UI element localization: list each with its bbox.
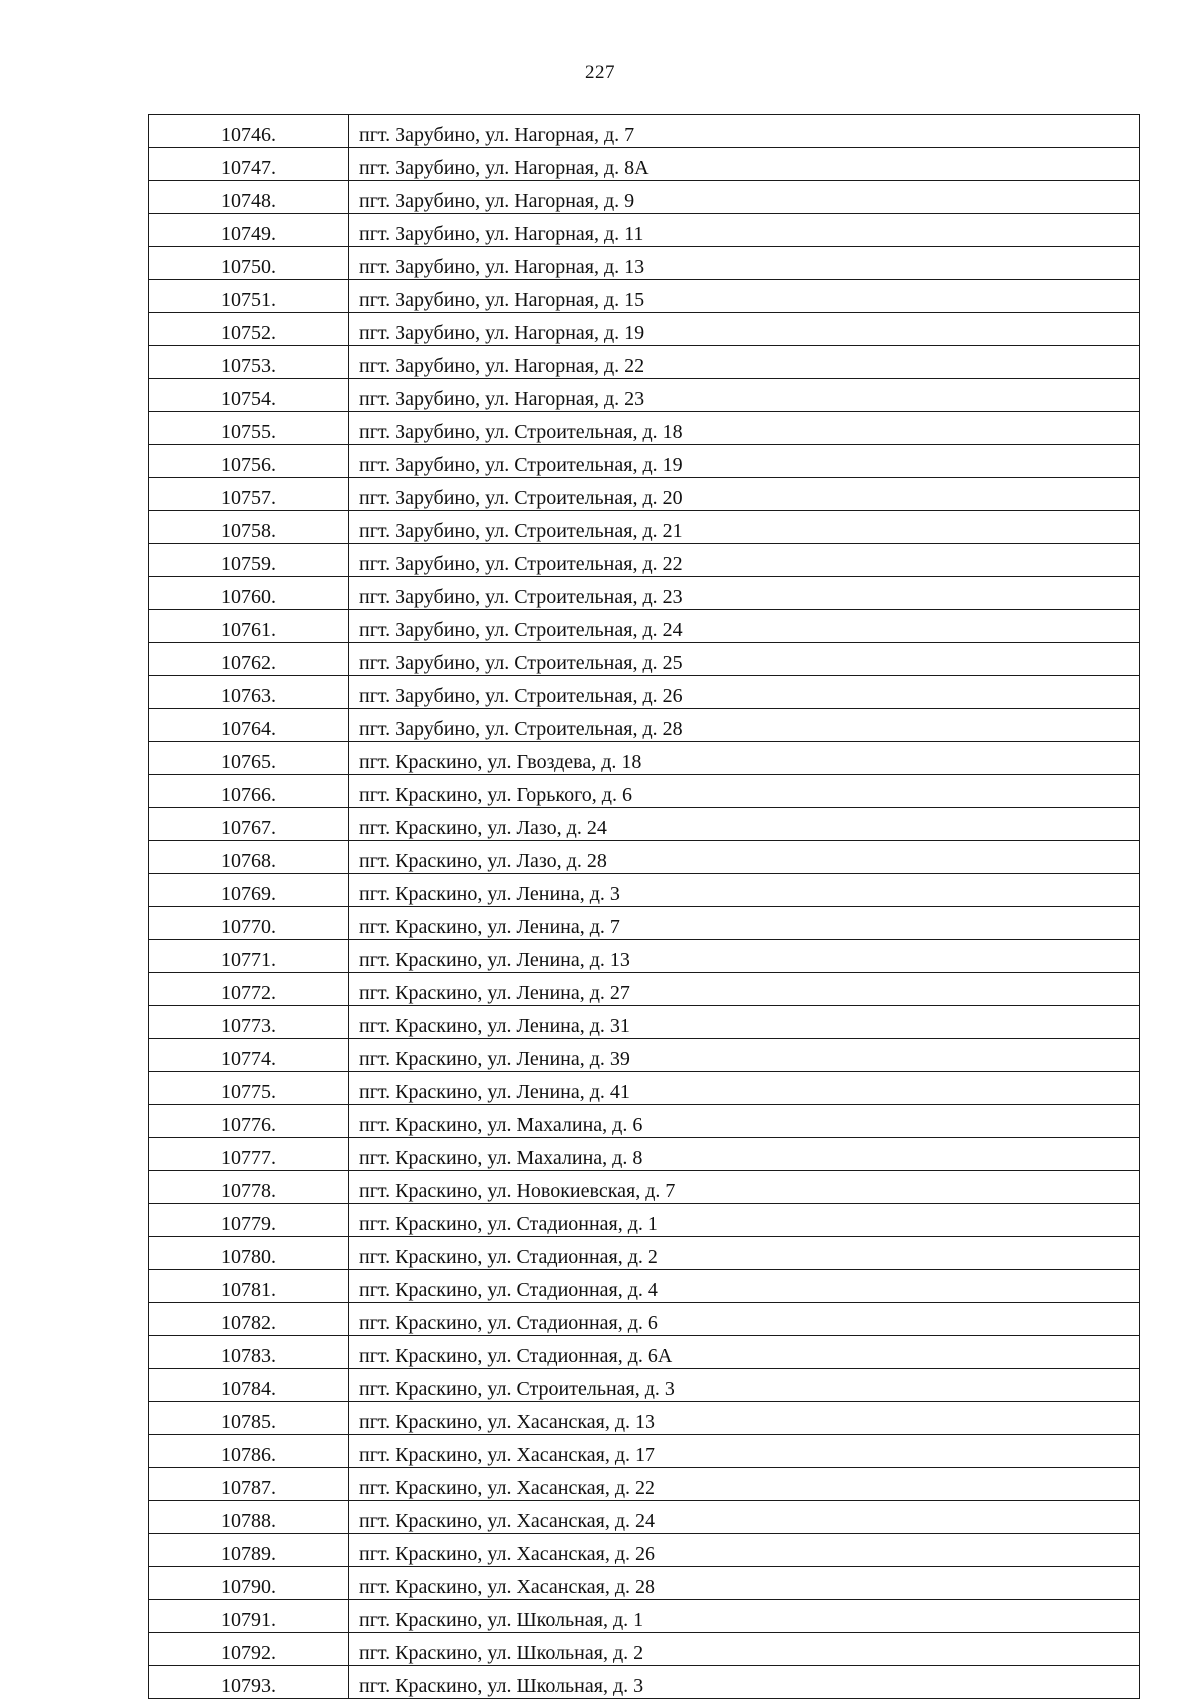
address-cell: пгт. Краскино, ул. Школьная, д. 3 xyxy=(349,1666,1140,1699)
row-number-cell: 10782. xyxy=(149,1303,349,1336)
table-row xyxy=(149,280,1140,313)
row-number-cell: 10792. xyxy=(149,1633,349,1666)
row-number-cell: 10762. xyxy=(149,643,349,676)
address-cell: пгт. Краскино, ул. Махалина, д. 8 xyxy=(349,1138,1140,1171)
row-number-cell: 10781. xyxy=(149,1270,349,1303)
row-number-cell: 10791. xyxy=(149,1600,349,1633)
row-number-cell: 10753. xyxy=(149,346,349,379)
table-row xyxy=(149,577,1140,610)
row-number-cell: 10778. xyxy=(149,1171,349,1204)
row-number-cell: 10761. xyxy=(149,610,349,643)
address-cell: пгт. Краскино, ул. Ленина, д. 39 xyxy=(349,1039,1140,1072)
address-cell: пгт. Зарубино, ул. Нагорная, д. 11 xyxy=(349,214,1140,247)
table-row xyxy=(149,1336,1140,1369)
address-cell: пгт. Краскино, ул. Ленина, д. 7 xyxy=(349,907,1140,940)
row-number-cell: 10771. xyxy=(149,940,349,973)
row-number-cell: 10786. xyxy=(149,1435,349,1468)
address-cell: пгт. Краскино, ул. Школьная, д. 1 xyxy=(349,1600,1140,1633)
address-cell: пгт. Краскино, ул. Новокиевская, д. 7 xyxy=(349,1171,1140,1204)
row-number-cell: 10746. xyxy=(149,115,349,148)
address-cell: пгт. Зарубино, ул. Нагорная, д. 22 xyxy=(349,346,1140,379)
address-cell: пгт. Зарубино, ул. Нагорная, д. 15 xyxy=(349,280,1140,313)
row-number-cell: 10793. xyxy=(149,1666,349,1699)
table-row xyxy=(149,1006,1140,1039)
table-row xyxy=(149,1435,1140,1468)
table-row xyxy=(149,643,1140,676)
row-number-cell: 10770. xyxy=(149,907,349,940)
table-row xyxy=(149,1171,1140,1204)
table-row xyxy=(149,1105,1140,1138)
address-cell: пгт. Краскино, ул. Стадионная, д. 1 xyxy=(349,1204,1140,1237)
table-row xyxy=(149,412,1140,445)
table-row xyxy=(149,544,1140,577)
table-row xyxy=(149,1666,1140,1699)
row-number-cell: 10772. xyxy=(149,973,349,1006)
table-row xyxy=(149,841,1140,874)
address-cell: пгт. Краскино, ул. Строительная, д. 3 xyxy=(349,1369,1140,1402)
address-table xyxy=(148,114,1140,1699)
table-row xyxy=(149,709,1140,742)
row-number-cell: 10757. xyxy=(149,478,349,511)
address-cell: пгт. Краскино, ул. Хасанская, д. 28 xyxy=(349,1567,1140,1600)
row-number-cell: 10764. xyxy=(149,709,349,742)
row-number-cell: 10789. xyxy=(149,1534,349,1567)
row-number-cell: 10790. xyxy=(149,1567,349,1600)
address-cell: пгт. Зарубино, ул. Строительная, д. 26 xyxy=(349,676,1140,709)
row-number-cell: 10777. xyxy=(149,1138,349,1171)
address-cell: пгт. Зарубино, ул. Строительная, д. 20 xyxy=(349,478,1140,511)
address-cell: пгт. Краскино, ул. Горького, д. 6 xyxy=(349,775,1140,808)
address-cell: пгт. Краскино, ул. Хасанская, д. 26 xyxy=(349,1534,1140,1567)
address-table-container xyxy=(148,114,1139,1699)
row-number-cell: 10756. xyxy=(149,445,349,478)
table-row xyxy=(149,1501,1140,1534)
table-row xyxy=(149,742,1140,775)
address-cell: пгт. Зарубино, ул. Строительная, д. 19 xyxy=(349,445,1140,478)
address-cell: пгт. Зарубино, ул. Нагорная, д. 13 xyxy=(349,247,1140,280)
row-number-cell: 10766. xyxy=(149,775,349,808)
row-number-cell: 10767. xyxy=(149,808,349,841)
address-cell: пгт. Зарубино, ул. Строительная, д. 28 xyxy=(349,709,1140,742)
address-table-body xyxy=(149,115,1140,1699)
address-cell: пгт. Краскино, ул. Ленина, д. 13 xyxy=(349,940,1140,973)
address-cell: пгт. Краскино, ул. Стадионная, д. 6А xyxy=(349,1336,1140,1369)
address-cell: пгт. Краскино, ул. Ленина, д. 41 xyxy=(349,1072,1140,1105)
row-number-cell: 10783. xyxy=(149,1336,349,1369)
address-cell: пгт. Краскино, ул. Хасанская, д. 13 xyxy=(349,1402,1140,1435)
table-row xyxy=(149,808,1140,841)
row-number-cell: 10760. xyxy=(149,577,349,610)
table-row xyxy=(149,214,1140,247)
table-row xyxy=(149,115,1140,148)
address-cell: пгт. Краскино, ул. Стадионная, д. 4 xyxy=(349,1270,1140,1303)
row-number-cell: 10780. xyxy=(149,1237,349,1270)
row-number-cell: 10769. xyxy=(149,874,349,907)
table-row xyxy=(149,1072,1140,1105)
row-number-cell: 10754. xyxy=(149,379,349,412)
address-cell: пгт. Зарубино, ул. Нагорная, д. 7 xyxy=(349,115,1140,148)
page-number: 227 xyxy=(585,62,615,83)
address-cell: пгт. Зарубино, ул. Строительная, д. 25 xyxy=(349,643,1140,676)
table-row xyxy=(149,247,1140,280)
address-cell: пгт. Зарубино, ул. Нагорная, д. 8А xyxy=(349,148,1140,181)
table-row xyxy=(149,775,1140,808)
row-number-cell: 10788. xyxy=(149,1501,349,1534)
table-row xyxy=(149,610,1140,643)
table-row xyxy=(149,1303,1140,1336)
table-row xyxy=(149,1270,1140,1303)
row-number-cell: 10748. xyxy=(149,181,349,214)
row-number-cell: 10774. xyxy=(149,1039,349,1072)
address-cell: пгт. Зарубино, ул. Строительная, д. 23 xyxy=(349,577,1140,610)
table-row xyxy=(149,1204,1140,1237)
table-row xyxy=(149,313,1140,346)
address-cell: пгт. Зарубино, ул. Нагорная, д. 9 xyxy=(349,181,1140,214)
row-number-cell: 10759. xyxy=(149,544,349,577)
address-cell: пгт. Краскино, ул. Стадионная, д. 2 xyxy=(349,1237,1140,1270)
row-number-cell: 10779. xyxy=(149,1204,349,1237)
table-row xyxy=(149,1039,1140,1072)
table-row xyxy=(149,940,1140,973)
row-number-cell: 10784. xyxy=(149,1369,349,1402)
row-number-cell: 10747. xyxy=(149,148,349,181)
address-cell: пгт. Краскино, ул. Ленина, д. 27 xyxy=(349,973,1140,1006)
table-row xyxy=(149,1468,1140,1501)
table-row xyxy=(149,478,1140,511)
address-cell: пгт. Зарубино, ул. Строительная, д. 18 xyxy=(349,412,1140,445)
row-number-cell: 10749. xyxy=(149,214,349,247)
address-cell: пгт. Краскино, ул. Лазо, д. 28 xyxy=(349,841,1140,874)
row-number-cell: 10785. xyxy=(149,1402,349,1435)
address-cell: пгт. Зарубино, ул. Строительная, д. 21 xyxy=(349,511,1140,544)
row-number-cell: 10787. xyxy=(149,1468,349,1501)
table-row xyxy=(149,1369,1140,1402)
row-number-cell: 10758. xyxy=(149,511,349,544)
address-cell: пгт. Краскино, ул. Ленина, д. 31 xyxy=(349,1006,1140,1039)
table-row xyxy=(149,379,1140,412)
row-number-cell: 10755. xyxy=(149,412,349,445)
address-cell: пгт. Краскино, ул. Хасанская, д. 22 xyxy=(349,1468,1140,1501)
row-number-cell: 10752. xyxy=(149,313,349,346)
table-row xyxy=(149,907,1140,940)
row-number-cell: 10765. xyxy=(149,742,349,775)
address-cell: пгт. Краскино, ул. Хасанская, д. 24 xyxy=(349,1501,1140,1534)
row-number-cell: 10768. xyxy=(149,841,349,874)
address-cell: пгт. Краскино, ул. Лазо, д. 24 xyxy=(349,808,1140,841)
table-row xyxy=(149,874,1140,907)
table-row xyxy=(149,1567,1140,1600)
table-row xyxy=(149,346,1140,379)
address-cell: пгт. Зарубино, ул. Нагорная, д. 19 xyxy=(349,313,1140,346)
table-row xyxy=(149,676,1140,709)
address-cell: пгт. Краскино, ул. Ленина, д. 3 xyxy=(349,874,1140,907)
table-row xyxy=(149,181,1140,214)
row-number-cell: 10763. xyxy=(149,676,349,709)
row-number-cell: 10750. xyxy=(149,247,349,280)
address-cell: пгт. Краскино, ул. Гвоздева, д. 18 xyxy=(349,742,1140,775)
address-cell: пгт. Краскино, ул. Махалина, д. 6 xyxy=(349,1105,1140,1138)
row-number-cell: 10773. xyxy=(149,1006,349,1039)
row-number-cell: 10751. xyxy=(149,280,349,313)
address-cell: пгт. Краскино, ул. Школьная, д. 2 xyxy=(349,1633,1140,1666)
address-cell: пгт. Зарубино, ул. Строительная, д. 22 xyxy=(349,544,1140,577)
table-row xyxy=(149,1402,1140,1435)
table-row xyxy=(149,1633,1140,1666)
row-number-cell: 10776. xyxy=(149,1105,349,1138)
row-number-cell: 10775. xyxy=(149,1072,349,1105)
table-row xyxy=(149,445,1140,478)
table-row xyxy=(149,1138,1140,1171)
address-cell: пгт. Зарубино, ул. Строительная, д. 24 xyxy=(349,610,1140,643)
table-row xyxy=(149,511,1140,544)
address-cell: пгт. Краскино, ул. Хасанская, д. 17 xyxy=(349,1435,1140,1468)
address-cell: пгт. Краскино, ул. Стадионная, д. 6 xyxy=(349,1303,1140,1336)
table-row xyxy=(149,148,1140,181)
table-row xyxy=(149,1237,1140,1270)
address-cell: пгт. Зарубино, ул. Нагорная, д. 23 xyxy=(349,379,1140,412)
table-row xyxy=(149,973,1140,1006)
table-row xyxy=(149,1534,1140,1567)
table-row xyxy=(149,1600,1140,1633)
